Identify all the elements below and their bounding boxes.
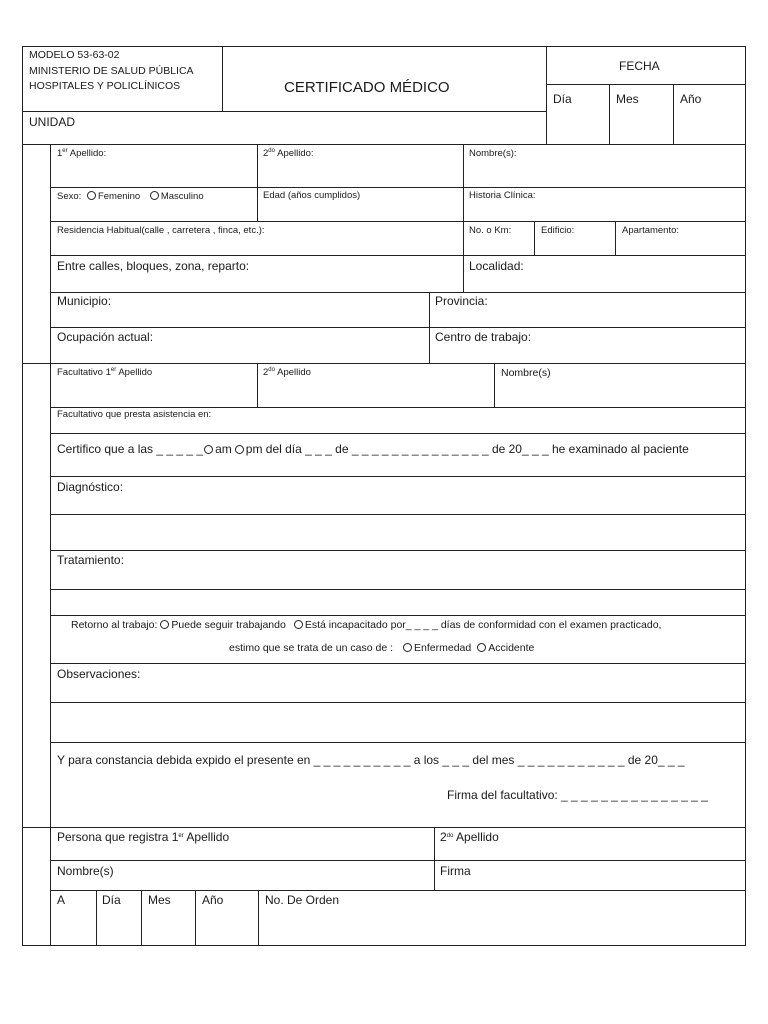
unidad-label: UNIDAD <box>29 115 76 129</box>
province-label: Provincia: <box>435 294 488 308</box>
treatment-label: Tratamiento: <box>57 553 124 567</box>
section-line <box>22 363 746 364</box>
fecha-ano-label: Año <box>680 92 702 106</box>
fecha-col-2 <box>673 84 674 144</box>
row-line <box>50 255 746 256</box>
col-line <box>141 890 142 945</box>
row-line <box>50 550 746 551</box>
incapacitated-radio[interactable] <box>294 620 303 629</box>
registrar-first-surname-label: Persona que registra 1er Apellido <box>57 830 230 844</box>
fecha-col-1 <box>609 84 610 144</box>
row-line <box>50 663 746 664</box>
registry-year-label: Año <box>202 893 224 907</box>
row-line <box>50 327 746 328</box>
residence-label: Residencia Habitual(calle , carretera , finca, etc.): <box>57 225 265 236</box>
number-km-label: No. o Km: <box>469 225 512 236</box>
registrar-names-label: Nombre(s) <box>57 864 114 878</box>
first-surname-label: 1er Apellido: <box>57 148 107 159</box>
registrar-signature-label: Firma <box>440 864 471 878</box>
row-line <box>50 221 746 222</box>
page-title: CERTIFICADO MÉDICO <box>284 79 450 96</box>
col-line <box>258 890 259 945</box>
row-line <box>50 187 746 188</box>
workplace-label: Centro de trabajo: <box>435 330 532 344</box>
fecha-divider <box>546 46 547 144</box>
registrar-second-surname-label: $2^{do}$ Apellido <box>440 830 499 844</box>
border-right <box>745 46 746 946</box>
section-line <box>22 827 746 828</box>
col-line <box>615 221 616 255</box>
registry-a-label: A <box>57 893 66 907</box>
am-radio[interactable] <box>204 445 213 454</box>
row-line <box>50 433 746 434</box>
second-surname-label: $2^{do}$ Apellido: <box>263 148 314 159</box>
row-line <box>50 702 746 703</box>
col-line <box>494 363 495 407</box>
fecha-label: FECHA <box>619 59 660 73</box>
col-line <box>96 890 97 945</box>
clinical-history-label: Historia Clínica: <box>469 190 536 201</box>
col-line <box>195 890 196 945</box>
border-bottom <box>22 945 746 946</box>
physician-names-label: Nombre(s) <box>501 367 551 379</box>
fecha-dia-label: Día <box>553 92 572 106</box>
header-divider <box>222 46 223 111</box>
border-top <box>22 46 746 47</box>
col-line <box>429 292 430 363</box>
ministry-name: MINISTERIO DE SALUD PÚBLICA <box>29 65 194 77</box>
case-type-line: estimo que se trata de un caso de : Enfermedad Accidente <box>229 642 535 654</box>
registry-month-label: Mes <box>148 893 171 907</box>
building-label: Edificio: <box>541 225 575 236</box>
female-radio[interactable] <box>87 191 96 200</box>
sex-label: Sexo: <box>57 191 82 202</box>
illness-radio[interactable] <box>403 643 412 652</box>
male-label: Masculino <box>160 191 204 202</box>
hospitals-label: HOSPITALES Y POLICLÍNICOS <box>29 80 181 92</box>
col-line <box>434 827 435 890</box>
order-number-label: No. De Orden <box>265 893 340 907</box>
occupation-label: Ocupación actual: <box>57 330 154 344</box>
accident-radio[interactable] <box>477 643 486 652</box>
names-label: Nombre(s): <box>469 148 517 159</box>
registry-day-label: Día <box>102 893 121 907</box>
row-line <box>50 890 746 891</box>
fecha-mes-label: Mes <box>616 92 639 106</box>
unidad-bottom <box>22 144 746 145</box>
row-line <box>50 407 746 408</box>
female-label: Femenino <box>97 191 141 202</box>
observations-label: Observaciones: <box>57 667 141 681</box>
row-line <box>50 589 746 590</box>
row-line <box>50 292 746 293</box>
age-label: Edad (años cumplidos) <box>263 190 361 201</box>
row-line <box>50 514 746 515</box>
sex-field <box>57 191 204 202</box>
physician-first-surname-label: Facultativo 1er Apellido <box>57 367 153 378</box>
col-line <box>463 144 464 292</box>
between-streets-label: Entre calles, bloques, zona, reparto: <box>57 259 250 273</box>
col-line <box>257 144 258 221</box>
row-line <box>50 860 746 861</box>
row-line <box>50 742 746 743</box>
locality-label: Localidad: <box>469 259 524 273</box>
diagnosis-label: Diagnóstico: <box>57 480 124 494</box>
border-left <box>22 144 23 946</box>
model-number: MODELO 53-63-02 <box>29 49 120 61</box>
row-line <box>50 615 746 616</box>
border-left-header <box>22 46 23 144</box>
return-to-work-line: Retorno al trabajo: Puede seguir trabajando Está incapacitado por_ _ _ _ días de conformidad con el examen practicado, <box>71 619 662 631</box>
header-bottom <box>22 111 546 112</box>
assistance-place-label: Facultativo que presta asistencia en: <box>57 409 212 420</box>
col-line <box>257 363 258 407</box>
fecha-line <box>546 84 746 85</box>
physician-signature-label: Firma del facultativo: _ _ _ _ _ _ _ _ _ _ _ _ _ _ _ <box>447 788 708 802</box>
municipality-label: Municipio: <box>57 294 112 308</box>
margin-column-line <box>50 144 51 946</box>
pm-radio[interactable] <box>235 445 244 454</box>
apartment-label: Apartamento: <box>622 225 680 236</box>
row-line <box>50 476 746 477</box>
can-continue-radio[interactable] <box>160 620 169 629</box>
physician-second-surname-label: $2^{do}$ Apellido <box>263 367 311 378</box>
col-line <box>534 221 535 255</box>
male-radio[interactable] <box>150 191 159 200</box>
constancy-statement: Y para constancia debida expido el presente en _ _ _ _ _ _ _ _ _ _ a los _ _ _ del mes _ _ _ _ _ _ _ _ _ _ _ de 20_ _ _ <box>57 753 685 767</box>
certify-statement: Certifico que a las _ _ _ _ _ am pm del día _ _ _ de _ _ _ _ _ _ _ _ _ _ _ _ _ _ de 20_ _ _ he examinado al paciente <box>57 442 689 456</box>
